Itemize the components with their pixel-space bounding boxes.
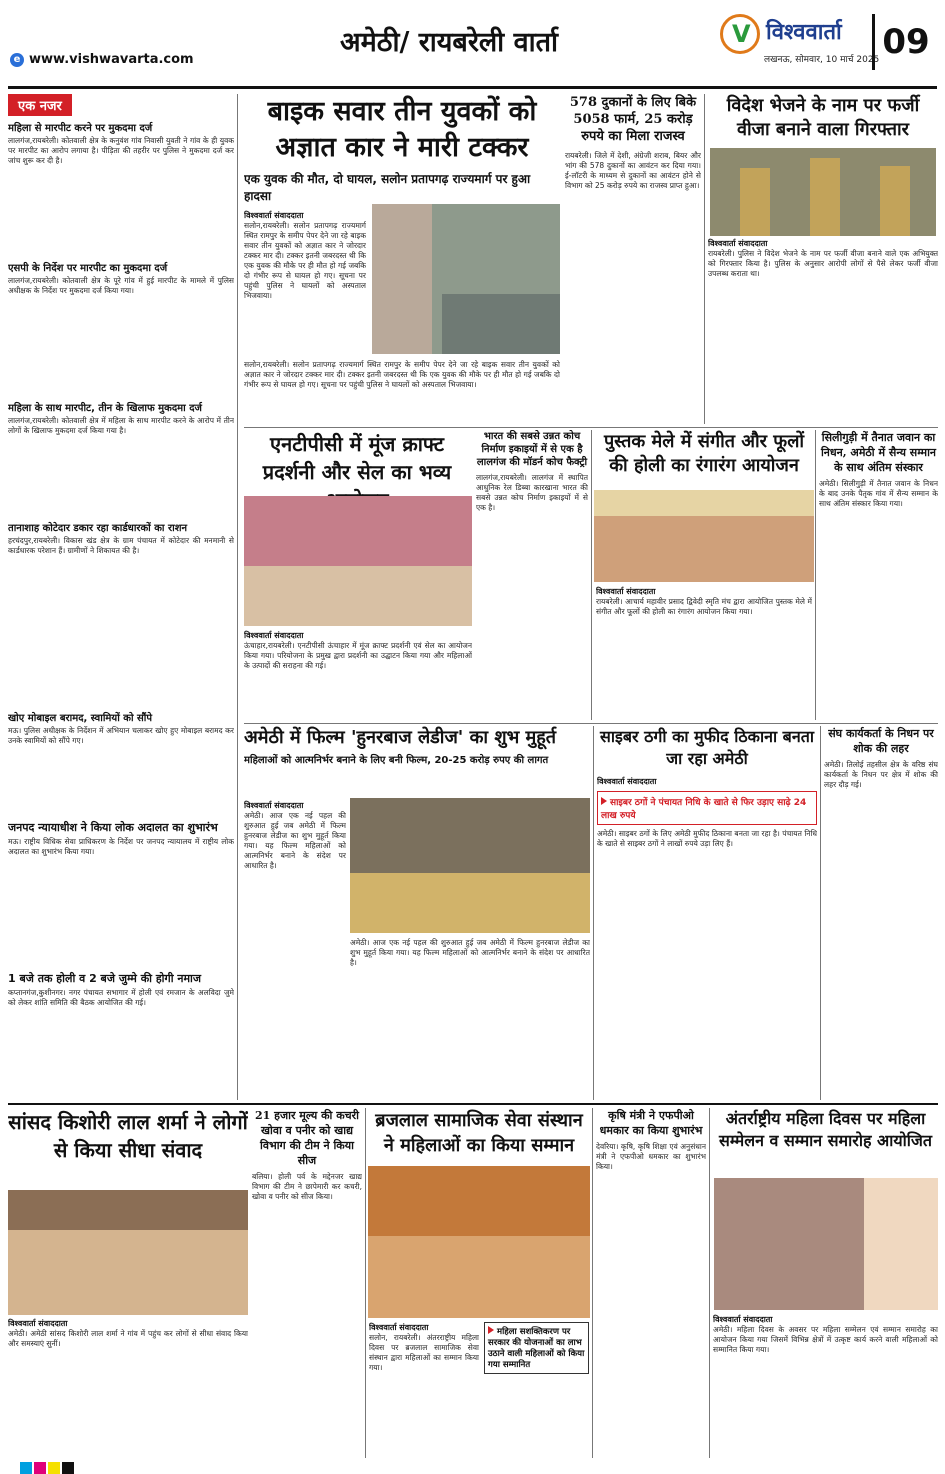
lead-photo — [372, 204, 560, 354]
siliguri-story — [819, 430, 938, 720]
shops-headline: 578 दुकानों के लिए बिके 5058 फार्म, 25 करोड़ रुपये का मिला राजस्व — [569, 95, 697, 144]
film-subhead: महिलाओं को आत्मनिर्भर बनाने के लिए बनी फिल्म, 20-25 करोड़ रुपए की लागत — [244, 755, 549, 766]
ntpc-text: ऊंचाहार,रायबरेली। एनटीपीसी ऊंचाहार में मूंज क्राफ्ट प्रदर्शनी एवं सेल का आयोजन किया गया। परियोजना के प्रमुख द्वारा प्रदर्शनी का उद्घाटन किया गया और महिलाओं के उत्पादों की सराहना की गई। — [244, 641, 472, 670]
womens-day-headline: अंतर्राष्ट्रीय महिला दिवस पर महिला सम्मेलन व सम्मान समारोह आयोजित — [719, 1109, 932, 1150]
website-text: www.vishwavarta.com — [29, 52, 194, 67]
column-divider — [704, 94, 705, 424]
cyber-pullquote — [597, 791, 817, 825]
column-divider — [820, 726, 821, 1100]
food-headline: 21 हजार मूल्य की कचरी खोवा व पनीर को खाद्य विभाग की टीम ने किया सीज — [254, 1109, 360, 1167]
color-mark — [20, 1462, 32, 1474]
siliguri-text: अमेठी। सिलीगुड़ी में तैनात जवान के निधन के बाद उनके पैतृक गांव में सैन्य सम्मान के साथ अंतिम संस्कार किया गया। — [819, 479, 938, 508]
lead-subhead: एक युवक की मौत, दो घायल, सलोन प्रतापगढ़ राज्यमार्ग पर हुआ हादसा — [244, 172, 531, 203]
book-fair-body — [596, 586, 812, 720]
womens-day-byline: विश्ववार्ता संवाददाता — [713, 1315, 773, 1324]
cyber-story — [597, 726, 817, 1100]
ntpc-byline: विश्ववार्ता संवाददाता — [244, 631, 304, 640]
book-fair-text: रायबरेली। आचार्य महावीर प्रसाद द्विवेदी स्मृति मंच द्वारा आयोजित पुस्तक मेले में संगीत और फूलों की होली का रंगारंग आयोजन किया गया। — [596, 597, 812, 616]
cyber-headline: साइबर ठगी का मुफीद ठिकाना बनता जा रहा अमेठी — [600, 727, 814, 768]
food-text: बलिया। होली पर्व के मद्देनजर खाद्य विभाग की टीम ने छापेमारी कर कचरी, खोवा व पनीर को सीज किया। — [252, 1172, 362, 1201]
item-title: तानाशाह कोटेदार डकार रहा कार्डधारकों का राशन — [8, 523, 188, 534]
agri-headline: कृषि मंत्री ने एफपीओ धमकार का किया शुभारंभ — [599, 1109, 703, 1137]
column-divider — [592, 1108, 593, 1458]
coach-story — [476, 430, 588, 720]
lead-byline: विश्ववार्ता संवाददाता — [244, 211, 304, 220]
page-number: 09 — [872, 14, 937, 70]
mp-story — [8, 1108, 248, 1198]
ek-nazar-column — [8, 94, 234, 1100]
food-story — [252, 1108, 362, 1458]
womens-day-photo — [714, 1178, 938, 1310]
mp-byline: विश्ववार्ता संवाददाता — [8, 1319, 68, 1328]
arrow-icon — [488, 1326, 494, 1334]
agri-story — [596, 1108, 706, 1458]
visa-byline: विश्ववार्ता संवाददाता — [708, 239, 768, 248]
cyber-text: अमेठी। साइबर ठगों के लिए अमेठी मुफीद ठिकाना बनता जा रहा है। पंचायत निधि के खाते से साइबर ठगों ने लाखों रुपये उड़ा लिए हैं। — [597, 829, 817, 848]
column-divider — [815, 430, 816, 720]
womens-day-story — [713, 1108, 938, 1178]
column-divider — [365, 1108, 366, 1458]
brajlal-text: सलोन, रायबरेली। अंतरराष्ट्रीय महिला दिवस पर ब्रजलाल सामाजिक सेवा संस्थान द्वारा महिलाओं का सम्मान किया गया। — [369, 1333, 479, 1372]
item-text: लालगंज,रायबरेली। कोतवाली क्षेत्र के पूरे गांव में हुई मारपीट के मामले में पुलिस अधीक्षक के निर्देश पर मुकदमा दर्ज किया गया। — [8, 276, 234, 295]
siliguri-headline: सिलीगुड़ी में तैनात जवान का निधन, अमेठी में सैन्य सम्मान के साथ अंतिम संस्कार — [820, 431, 937, 474]
row-divider — [244, 723, 938, 724]
section-title: अमेठी/ रायबरेली वार्ता — [340, 27, 558, 58]
book-fair-headline: पुस्तक मेले में संगीत और फूलों की होली का रंगारंग आयोजन — [603, 431, 805, 476]
cyber-byline: विश्ववार्ता संवाददाता — [597, 777, 657, 786]
mp-photo — [8, 1190, 248, 1315]
item-title: जनपद न्यायाधीश ने किया लोक अदालत का शुभारंभ — [8, 821, 218, 834]
item-text: कप्तानगंज,कुशीनगर। नगर पंचायत सभागार में होली एवं रमजान के अलविदा जुमे को लेकर शांति समिति की बैठक आयोजित की गई। — [8, 988, 234, 1007]
column-divider — [237, 94, 238, 1100]
sangh-story — [824, 726, 938, 1100]
lead-body — [244, 210, 366, 380]
brajlal-photo — [368, 1166, 590, 1318]
row-divider — [244, 427, 938, 428]
column-divider — [593, 726, 594, 1100]
color-mark — [34, 1462, 46, 1474]
agri-text: देवरिया। कृषि, कृषि शिक्षा एवं अनुसंधान मंत्री ने एफपीओ धमकार का शुभारंभ किया। — [596, 1142, 706, 1171]
item-text: लालगंज,रायबरेली। कोतवाली क्षेत्र के कनुवंश गांव निवासी युवती ने गांव के ही युवक पर मारपीट का आरोप लगाया है। पीड़िता की तहरीर पर पुलिस ने मुकदमा दर्ज कर जांच शुरू कर दी है। — [8, 136, 234, 165]
item-text: हरचंदपुर,रायबरेली। विकास खंड क्षेत्र के ग्राम पंचायत में कोटेदार की मनमानी से कार्डधारक परेशान हैं। ग्रामीणों ने शिकायत की है। — [8, 536, 234, 555]
visa-body — [708, 238, 938, 424]
page-header — [0, 0, 945, 92]
column-divider — [709, 1108, 710, 1458]
website[interactable] — [10, 52, 194, 67]
ntpc-headline: एनटीपीसी में मूंज क्राफ्ट प्रदर्शनी और सेल का भव्य — [262, 432, 452, 484]
book-fair-byline: विश्ववार्ता संवाददाता — [596, 587, 656, 596]
arrow-icon — [601, 797, 607, 805]
header-rule — [8, 86, 937, 89]
coach-text: लालगंज,रायबरेली। लालगंज में स्थापित आधुनिक रेल डिब्बा कारखाना भारत की सबसे उन्नत कोच निर्माण इकाइयों में से एक है। — [476, 473, 588, 512]
sangh-headline: संघ कार्यकर्ता के निधन पर शोक की लहर — [828, 727, 934, 755]
womens-day-body — [713, 1314, 938, 1458]
brajlal-body — [369, 1322, 479, 1458]
book-fair-photo — [594, 490, 814, 582]
brajlal-box — [484, 1322, 589, 1458]
mp-headline: सांसद किशोरी लाल शर्मा ने लोगों से किया सीधा संवाद — [8, 1110, 248, 1162]
brajlal-byline: विश्ववार्ता संवाददाता — [369, 1323, 429, 1332]
shops-text: रायबरेली। जिले में देशी, अंग्रेजी शराब, बियर और भांग की 578 दुकानों का आवंटन कर दिया गया। ई-लॉटरी के माध्यम से दुकानों का आवंटन होने से विभाग को 25 करोड़ रुपये का राजस्व प्राप्त हुआ। — [565, 151, 701, 190]
lead-headline: बाइक सवार तीन युवकों को अज्ञात कार ने मारी टक्कर — [267, 96, 537, 163]
globe-icon: e — [10, 53, 24, 67]
item-title: महिला से मारपीट करने पर मुकदमा दर्ज — [8, 123, 153, 134]
brajlal-headline: ब्रजलाल सामाजिक सेवा संस्थान ने महिलाओं का किया सम्मान — [375, 1110, 583, 1156]
item-text: लालगंज,रायबरेली। कोतवाली क्षेत्र में महिला के साथ मारपीट करने के आरोप में तीन लोगों के खिलाफ मुकदमा दर्ज किया गया है। — [8, 416, 234, 435]
film-byline: विश्ववार्ता संवाददाता — [244, 801, 304, 810]
womens-day-text: अमेठी। महिला दिवस के अवसर पर महिला सम्मेलन एवं सम्मान समारोह का आयोजन किया गया जिसमें विभिन्न क्षेत्रों में उत्कृष्ट कार्य करने वाली महिलाओं को सम्मानित किया गया। — [713, 1325, 938, 1354]
ntpc-body — [244, 630, 472, 720]
color-mark — [48, 1462, 60, 1474]
mp-body — [8, 1318, 248, 1458]
sangh-text: अमेठी। तिलोई तहसील क्षेत्र के वरिष्ठ संघ कार्यकर्ता के निधन पर क्षेत्र में शोक की लहर दौड़ गई। — [824, 760, 938, 789]
shops-story — [565, 94, 701, 424]
film-text-cont: अमेठी। आज एक नई पहल की शुरुआत हुई जब अमेठी में फिल्म हुनरबाज लेडीज का शुभ मुहूर्त किया गया। यह फिल्म महिलाओं को आत्मनिर्भर बनाने के संदेश पर आधारित है। — [350, 938, 590, 967]
mp-text: अमेठी। अमेठी सांसद किशोरी लाल शर्मा ने गांव में पहुंच कर लोगों से सीधा संवाद किया और समस्याएं सुनीं। — [8, 1329, 248, 1348]
visa-photo — [710, 148, 936, 236]
lead-text: सलोन,रायबरेली। सलोन प्रतापगढ़ राज्यमार्ग स्थित रामपुर के समीप पेपर देने जा रहे बाइक सवार तीन युवकों को अज्ञात कार ने जोरदार टक्कर मार दी। टक्कर इतनी जबरदस्त थी कि एक युवक की मौके पर ही मौत हो गई जबकि दो गंभीर रूप से घायल हो गए। सूचना पर पहुंची पुलिस ने घायलों को अस्पताल भिजवाया। — [244, 221, 366, 300]
color-mark — [62, 1462, 74, 1474]
visa-headline: विदेश भेजने के नाम पर फर्जी वीजा बनाने वाला गिरफ्तार — [726, 95, 920, 140]
lead-text-cont: सलोन,रायबरेली। सलोन प्रतापगढ़ राज्यमार्ग स्थित रामपुर के समीप पेपर देने जा रहे बाइक सवार तीन युवकों को अज्ञात कार ने जोरदार टक्कर मार दी। टक्कर इतनी जबरदस्त थी कि एक युवक की मौके पर ही मौत हो गई जबकि दो गंभीर रूप से घायल हो गए। सूचना पर पहुंची पुलिस ने घायलों को अस्पताल भिजवाया। — [244, 360, 560, 389]
film-body — [244, 800, 346, 1100]
brajlal-box-label: महिला सशक्तिकरण पर सरकार की योजनाओं का लाभ उठाने वाली महिलाओं को किया गया सम्मानित — [488, 1327, 585, 1370]
item-title: महिला के साथ मारपीट, तीन के खिलाफ मुकदमा दर्ज — [8, 403, 202, 414]
film-text: अमेठी। आज एक नई पहल की शुरुआत हुई जब अमेठी में फिल्म हुनरबाज लेडीज का शुभ मुहूर्त किया गया। यह फिल्म महिलाओं को आत्मनिर्भर बनाने के संदेश पर आधारित है। — [244, 811, 346, 870]
film-story — [244, 726, 590, 796]
film-photo — [350, 798, 590, 933]
ntpc-photo — [244, 496, 472, 626]
visa-text: रायबरेली। पुलिस ने विदेश भेजने के नाम पर फर्जी वीजा बनाने वाले एक अभियुक्त को गिरफ्तार किया है। पुलिस के अनुसार आरोपी लोगों से पैसे लेकर फर्जी वीजा उपलब्ध कराता था। — [708, 249, 938, 278]
brajlal-box-text — [484, 1322, 589, 1374]
ek-nazar-kicker: एक नजर — [8, 94, 72, 116]
item-title: 1 बजे तक होली व 2 बजे जुम्मे की होगी नमाज — [8, 972, 202, 985]
row-divider — [8, 1103, 938, 1105]
item-text: मऊ। पुलिस अधीक्षक के निर्देशन में अभियान चलाकर खोए हुए मोबाइल बरामद कर उनके स्वामियों को सौंपे गए। — [8, 726, 234, 745]
coach-headline: भारत की सबसे उन्नत कोच निर्माण इकाइयों में से एक है लालगंज की मॉडर्न कोच फैक्ट्री — [476, 431, 588, 468]
item-title: एसपी के निर्देश पर मारपीट का मुकदमा दर्ज — [8, 263, 168, 274]
brand-name: विश्ववार्ता — [766, 20, 842, 45]
dateline: लखनऊ, सोमवार, 10 मार्च 2025 — [764, 55, 880, 65]
logo-icon — [720, 14, 760, 54]
film-headline: अमेठी में फिल्म 'हुनरबाज लेडीज' का शुभ मुहूर्त — [244, 727, 557, 748]
item-text: मऊ। राष्ट्रीय विधिक सेवा प्राधिकरण के निर्देश पर जनपद न्यायालय में राष्ट्रीय लोक अदालत का शुभारंभ किया गया। — [8, 837, 234, 856]
item-title: खोए मोबाइल बरामद, स्वामियों को सौंपे — [8, 713, 153, 724]
pullquote-text: साइबर ठगों ने पंचायत निधि के खाते से फिर उड़ाए साढ़े 24 लाख रुपये — [601, 798, 807, 821]
column-divider — [591, 430, 592, 720]
